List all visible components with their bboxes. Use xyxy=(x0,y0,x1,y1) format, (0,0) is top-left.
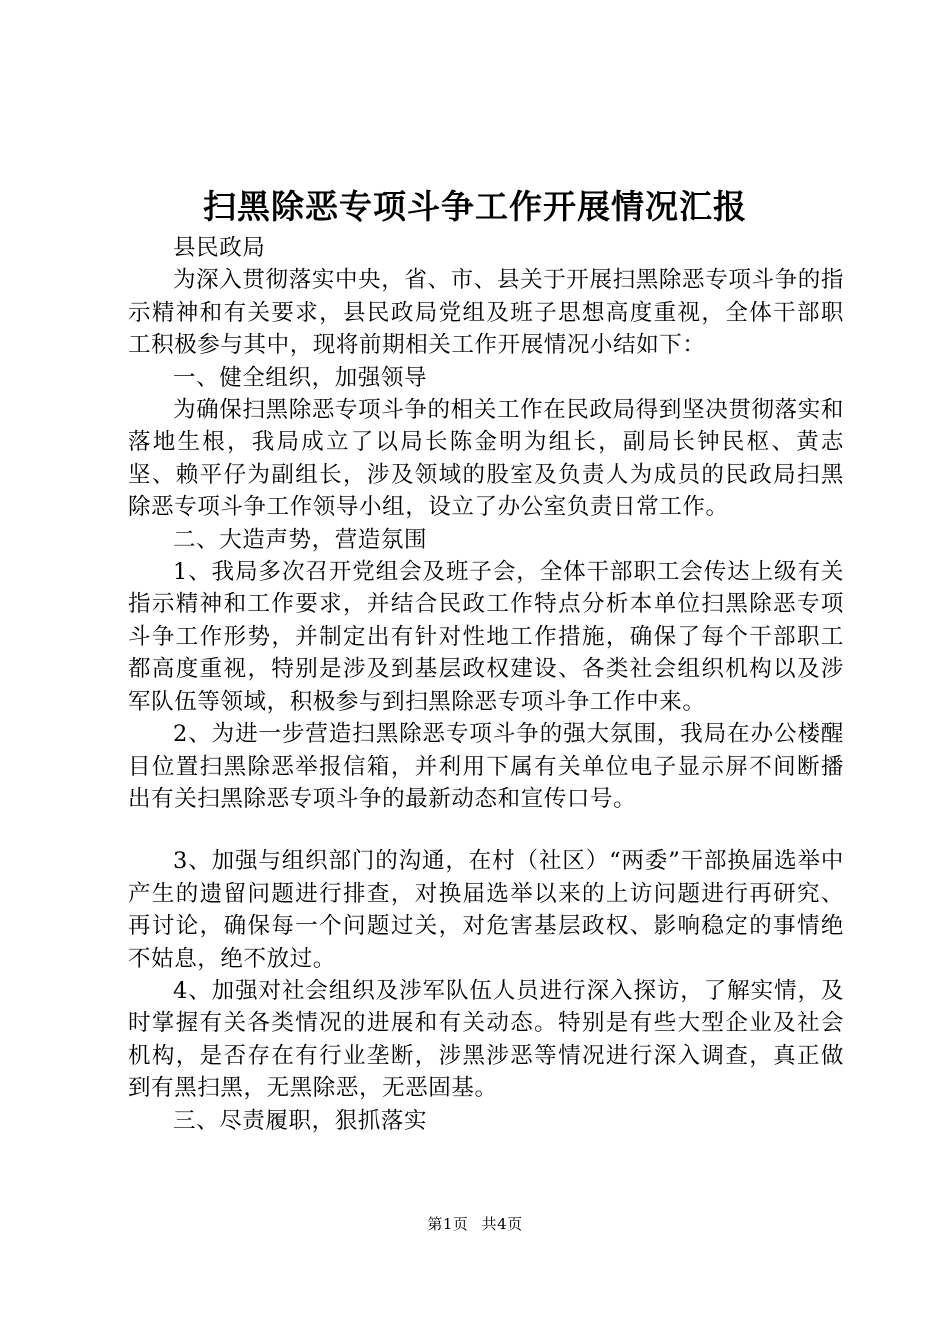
page-footer xyxy=(0,1212,950,1236)
section-heading-3: 三、尽责履职，狠抓落实 xyxy=(173,1107,428,1134)
issuer-line: 县民政局 xyxy=(173,235,266,261)
page-total: 共4页 xyxy=(481,1215,523,1233)
item-2-paragraph: 2、为进一步营造扫黑除恶专项斗争的强大氛围，我局在办公楼醒目位置扫黑除恶举报信箱，并利用下属有关单位电子显示屏不间断播出有关扫黑除恶专项斗争的最新动态和宣传口号。 xyxy=(128,721,844,812)
item-4-paragraph: 4、加强对社会组织及涉军队伍人员进行深入探访，了解实情，及时掌握有关各类情况的进展和有关动态。特别是有些大型企业及社会机构，是否存在有行业垄断，涉黑涉恶等情况进行深入调查，真正做到有黑扫黑，无黑除恶，无恶固基。 xyxy=(128,977,844,1102)
intro-paragraph: 为深入贯彻落实中央，省、市、县关于开展扫黑除恶专项斗争的指示精神和有关要求，县民政局党组及班子思想高度重视，全体干部职工积极参与其中，现将前期相关工作开展情况小结如下： xyxy=(128,267,844,359)
item-3-paragraph: 3、加强与组织部门的沟通，在村（社区）“两委”干部换届选举中产生的遗留问题进行排查，对换届选举以来的上访问题进行再研究、再讨论，确保每一个问题过关，对危害基层政权、影响稳定的事情绝不姑息，绝不放过。 xyxy=(128,848,844,972)
section-heading-2: 二、大造声势，营造氛围 xyxy=(173,526,428,553)
document-title: 扫黑除恶专项斗争工作开展情况汇报 xyxy=(203,187,747,226)
section-heading-1: 一、健全组织，加强领导 xyxy=(173,364,428,391)
item-1-paragraph: 1、我局多次召开党组会及班子会，全体干部职工会传达上级有关指示精神和工作要求，并结合民政工作特点分析本单位扫黑除恶专项斗争工作形势，并制定出有针对性地工作措施，确保了每个干部职工都高度重视，特别是涉及到基层政权建设、各类社会组织机构以及涉军队伍等领域，积极参与到扫黑除恶专项斗争工作中来。 xyxy=(128,559,844,715)
section-1-paragraph: 为确保扫黑除恶专项斗争的相关工作在民政局得到坚决贯彻落实和落地生根，我局成立了以局长陈金明为组长，副局长钟民枢、黄志坚、赖平仔为副组长，涉及领域的股室及负责人为成员的民政局扫黑除恶专项斗争工作领导小组，设立了办公室负责日常工作。 xyxy=(128,397,844,521)
page-number: 第1页 xyxy=(427,1215,469,1233)
document-body xyxy=(128,232,844,1137)
